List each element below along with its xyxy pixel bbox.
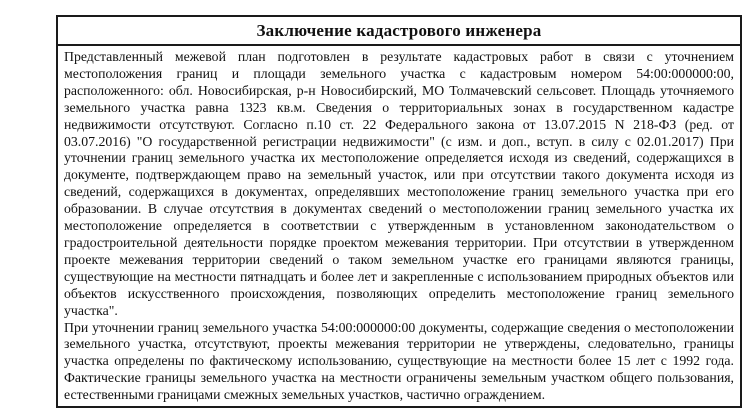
paragraph-1: Представленный межевой план подготовлен в результате кадастровых работ в связи с уточнением местоположения границ и площади земельного участка с кадастровым номером 54:00:000000:00, расположенного: обл. Новосибирская, р-н Новосибирский, МО Толмачевский сельсовет. Площадь уточняемого земельного участка равна 1323 кв.м. Сведения о территориальных зонах в государственном кадастре недвижимости отсутствуют. Согласно п.10 ст. 22 Федерального закона от 13.07.2015 N 218-ФЗ (ред. от 03.07.2016) "О государственной регистрации недвижимости" (с изм. и доп., вступ. в силу с 02.01.2017) При уточнении границ земельного участка их местоположение определяется исходя из сведений, содержащихся в документе, подтверждающем право на земельный участок, или при отсутствии такого документа исходя из сведений, содержащихся в документах, определявших местоположение границ земельного участка при его образовании. В случае отсутствия в документах сведений о местоположении границ земельного участка их местоположение определяется в соответствии с утвержденным в установленном законодательством о градостроительной деятельности порядке проектом межевания территории. При отсутствии в утвержденном проекте межевания территории сведений о таком земельном участке его границами являются границы, существующие на местности пятнадцать и более лет и закрепленные с использованием природных объектов или объектов искусственного происхождения, позволяющих определить местоположение границ земельного участка".	[64, 49, 734, 318]
conclusion-body	[58, 46, 740, 404]
conclusion-table	[56, 15, 742, 408]
paragraph-2: При уточнении границ земельного участка 54:00:000000:00 документы, содержащие сведения о местоположении земельного участка, отсутствуют, проекты межевания территории не утверждены, следовательно, границы участка определены по фактическому использованию, существующие на местности более 15 лет с 1992 года. Фактические границы земельного участка на местности ограничены земельным участком общего пользования, естественными границами смежных земельных участков, частично ограждением.	[64, 319, 734, 403]
document-title: Заключение кадастрового инженера	[58, 17, 740, 46]
